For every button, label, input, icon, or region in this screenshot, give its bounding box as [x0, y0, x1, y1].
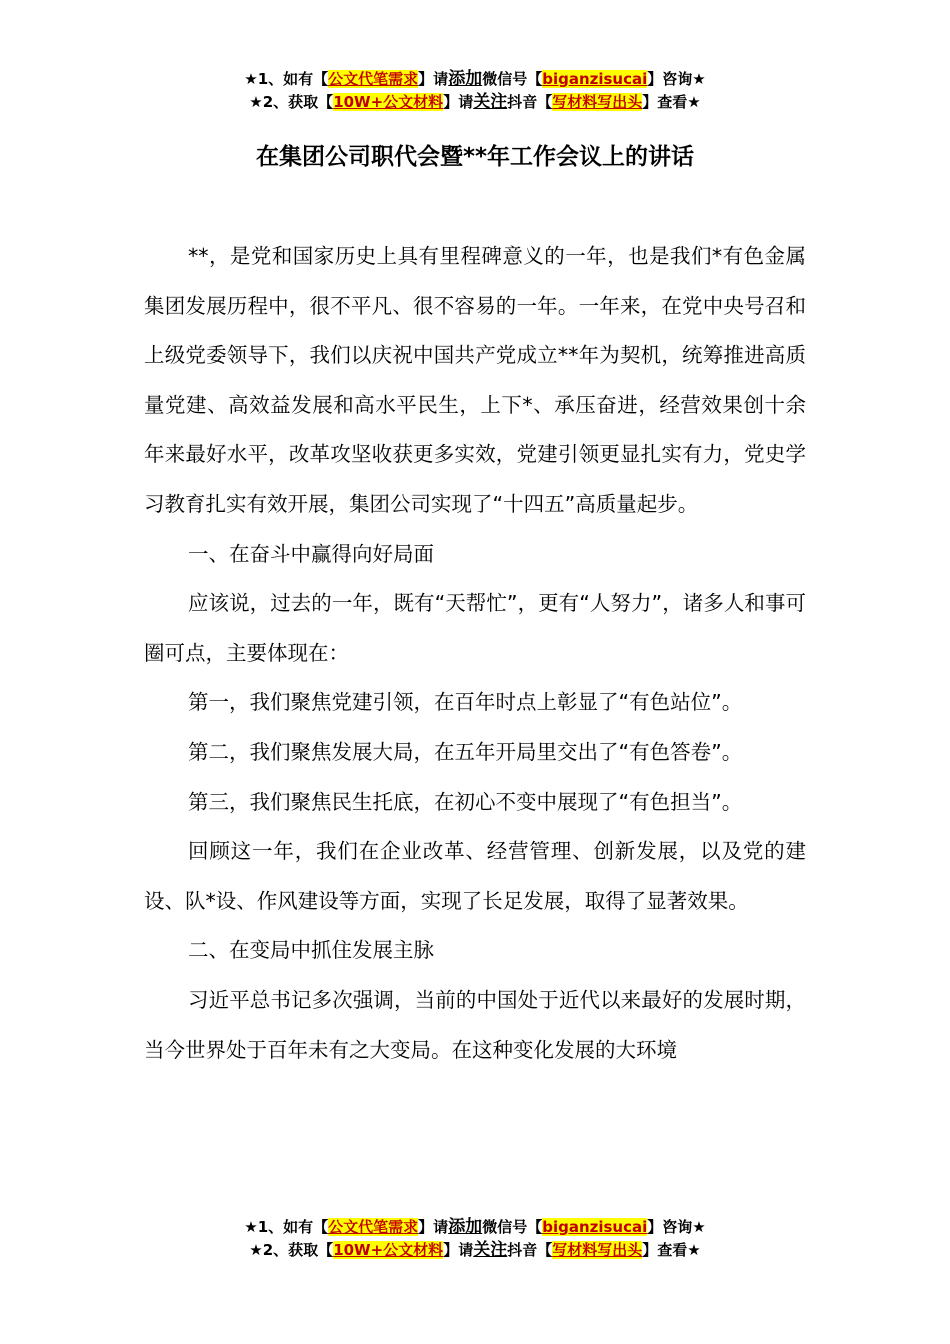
banner-text: 】咨询★: [647, 70, 706, 88]
banner-text: 】请: [418, 1218, 449, 1236]
banner-text: 微信号【: [482, 70, 543, 88]
document-title: 在集团公司职代会暨**年工作会议上的讲话: [255, 144, 695, 170]
banner-highlight-service: 公文代笔需求: [328, 1218, 419, 1236]
banner-text: ★2、获取【: [249, 93, 334, 111]
banner-text: ★1、如有【: [244, 70, 329, 88]
paragraph: 回顾这一年，我们在企业改革、经营管理、创新发展，以及党的建设、队*设、作风建设等方面，实现了长足发展，取得了显著效果。: [144, 839, 806, 913]
banner-highlight-materials: 10W+公文材料: [333, 93, 444, 111]
paragraph: 应该说，过去的一年，既有“天帮忙”，更有“人努力”，诸多人和事可圈可点，主要体现在：: [144, 591, 806, 665]
banner-text: 】查看★: [642, 1241, 701, 1259]
section-heading: 一、在奋斗中赢得向好局面: [188, 541, 434, 566]
banner-text: 抖音【: [507, 1241, 553, 1259]
banner-text: 】请: [443, 93, 474, 111]
banner-highlight-wechat-id: biganzisucai: [542, 1218, 648, 1236]
document-body: [144, 232, 806, 1075]
banner-text: ★1、如有【: [244, 1218, 329, 1236]
banner-emphasis: 关注: [473, 1240, 508, 1260]
banner-text: 】查看★: [642, 93, 701, 111]
banner-highlight-service: 公文代笔需求: [328, 70, 419, 88]
paragraph: 第三，我们聚焦民生托底，在初心不变中展现了“有色担当”。: [188, 789, 743, 814]
footer-banner: [0, 1216, 950, 1262]
banner-line-1: [0, 68, 950, 91]
banner-highlight-douyin: 写材料写出头: [552, 1241, 643, 1259]
banner-emphasis: 添加: [448, 1217, 483, 1237]
paragraph: **，是党和国家历史上具有里程碑意义的一年，也是我们*有色金属集团发展历程中，很不平凡、很不容易的一年。一年来，在党中央号召和上级党委领导下，我们以庆祝中国共产党成立**年为契机，统筹推进高质量党建、高效益发展和高水平民生，上下*、承压奋进，经营效果创十余年来最好水平，改革攻坚收获更多实效，党建引领更显扎实有力，党史学习教育扎实有效开展，集团公司实现了“十四五”高质量起步。: [144, 244, 806, 516]
banner-text: 微信号【: [482, 1218, 543, 1236]
banner-highlight-douyin: 写材料写出头: [552, 93, 643, 111]
banner-emphasis: 添加: [448, 69, 483, 89]
banner-line-2: [0, 91, 950, 114]
section-heading: 二、在变局中抓住发展主脉: [188, 938, 434, 963]
paragraph: 第二，我们聚焦发展大局，在五年开局里交出了“有色答卷”。: [188, 739, 743, 764]
banner-text: 】咨询★: [647, 1218, 706, 1236]
banner-text: 】请: [443, 1241, 474, 1259]
header-banner: [0, 68, 950, 114]
banner-line-2: [0, 1239, 950, 1262]
banner-highlight-materials: 10W+公文材料: [333, 1241, 444, 1259]
banner-text: 抖音【: [507, 93, 553, 111]
paragraph: 习近平总书记多次强调，当前的中国处于近代以来最好的发展时期，当今世界处于百年未有之大变局。在这种变化发展的大环境: [144, 987, 806, 1062]
paragraph: 第一，我们聚焦党建引领，在百年时点上彰显了“有色站位”。: [188, 690, 743, 715]
banner-line-1: [0, 1216, 950, 1239]
banner-emphasis: 关注: [473, 92, 508, 112]
banner-text: ★2、获取【: [249, 1241, 334, 1259]
banner-text: 】请: [418, 70, 449, 88]
banner-highlight-wechat-id: biganzisucai: [542, 70, 648, 88]
